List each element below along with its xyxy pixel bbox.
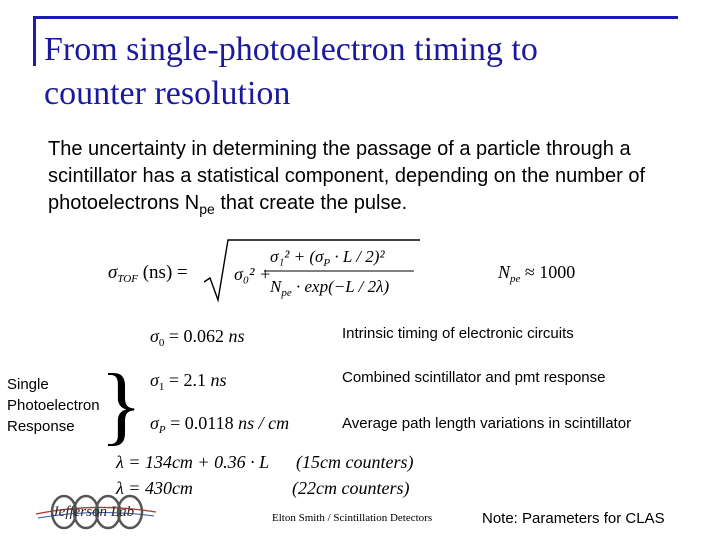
- footer-note: Note: Parameters for CLAS: [482, 510, 665, 527]
- formula-lhs: $\sigma_{TOF}$ (ns) =: [108, 262, 188, 285]
- lambda-row-1-note: (15cm counters): [296, 452, 414, 472]
- param-sigmaP: $\sigma_P = 0.0118$ ns / cm: [150, 413, 290, 436]
- lambda-row-2-note: (22cm counters): [292, 478, 410, 498]
- lambda-row-2: λ = 430cm: [116, 478, 193, 498]
- footer-author: Elton Smith / Scintillation Detectors: [272, 512, 433, 524]
- param-sigma0: $\sigma_0 = 0.062$ ns: [150, 326, 245, 349]
- body-text-part1: The uncertainty in determining the passage of a particle through a scintillator has a statistical component, depending on the number of photoelectrons N: [48, 138, 646, 214]
- npe-approx: $N_{pe} \approx 1000$: [498, 262, 576, 285]
- title-bar-left: [33, 16, 36, 66]
- formula-numerator: $\sigma_1^2 + (\sigma_P \cdot L / 2)^2$: [270, 247, 385, 269]
- title-line-2: counter resolution: [44, 75, 291, 112]
- slide-title: [44, 28, 684, 116]
- title-bar-top: [33, 16, 678, 19]
- formula-denominator: $N_{pe} \cdot \exp(-L / 2\lambda)$: [270, 277, 390, 299]
- body-text-part2: that create the pulse.: [214, 192, 408, 214]
- param-sigma0-label: Intrinsic timing of electronic circuits: [342, 325, 574, 342]
- title-line-1: From single-photoelectron timing to: [44, 31, 538, 68]
- curly-brace: }: [100, 357, 143, 454]
- param-sigma1: $\sigma_1 = 2.1$ ns: [150, 370, 227, 393]
- param-sigma1-label: Combined scintillator and pmt response: [342, 369, 606, 386]
- logo-text: Jefferson Lab: [52, 504, 135, 520]
- side-label: Single Photoelectron Response: [7, 376, 100, 435]
- param-sigmaP-label: Average path length variations in scintillator: [342, 415, 632, 432]
- body-paragraph: [48, 136, 708, 223]
- body-text-sub: pe: [199, 201, 215, 217]
- formula-plus-term: σ₀² +: [234, 264, 272, 284]
- lambda-row-1: λ = 134cm + 0.36 · L: [116, 452, 270, 472]
